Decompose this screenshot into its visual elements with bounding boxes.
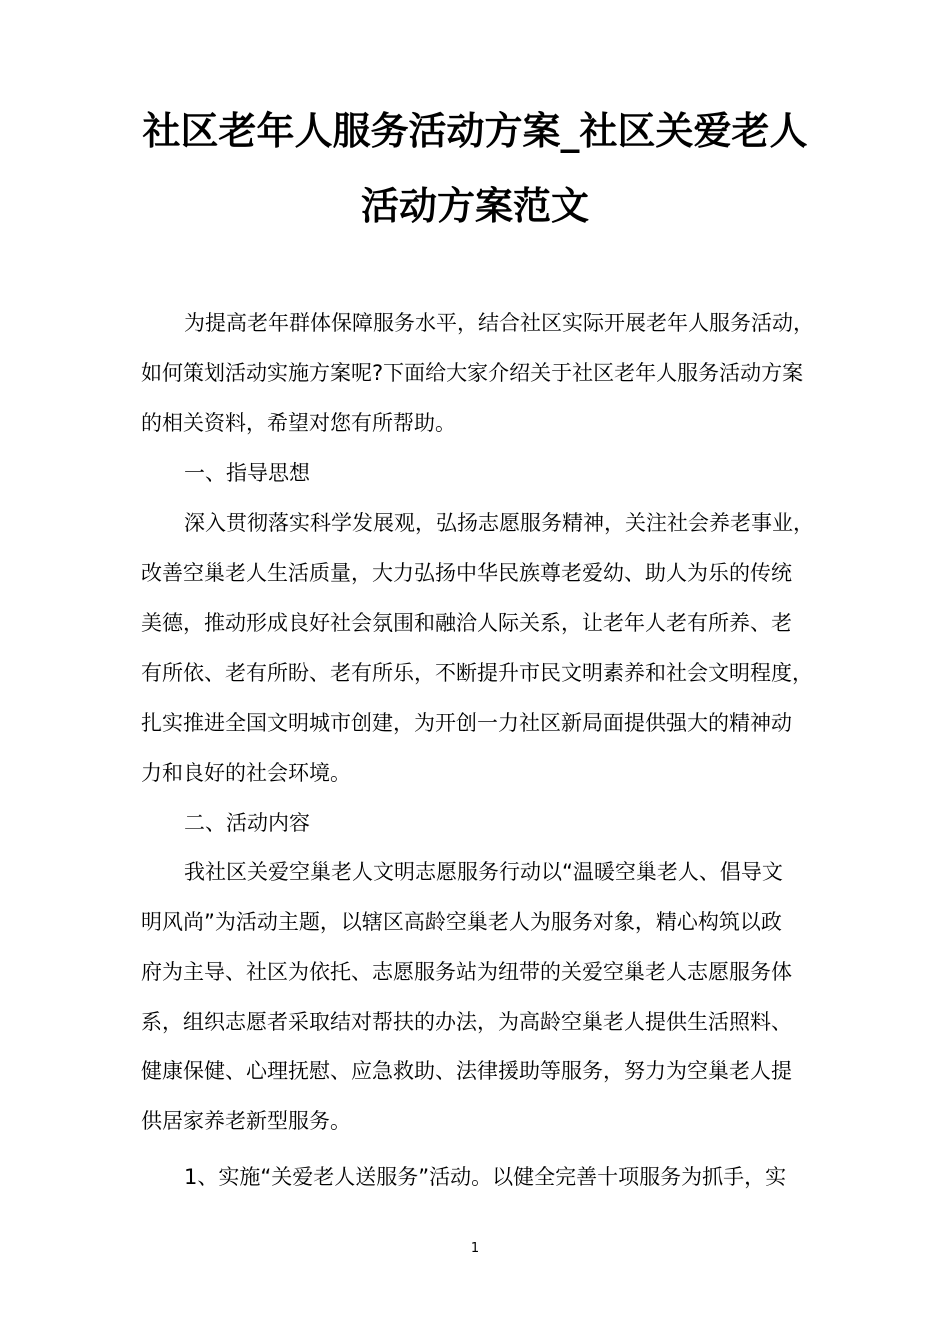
intro-line: 如何策划活动实施方案呢?下面给大家介绍关于社区老年人服务活动方案 bbox=[141, 361, 804, 385]
intro-line: 的相关资料，希望对您有所帮助。 bbox=[141, 411, 456, 435]
section2-line: 我社区关爱空巢老人文明志愿服务行动以“温暖空巢老人、倡导文 bbox=[184, 860, 783, 884]
section2-line: 健康保健、心理抚慰、应急救助、法律援助等服务，努力为空巢老人提 bbox=[141, 1059, 792, 1083]
document-title-line-2: 活动方案范文 bbox=[360, 184, 589, 228]
item1-line: 1、实施“关爱老人送服务”活动。以健全完善十项服务为抓手，实 bbox=[184, 1165, 787, 1189]
section2-line: 府为主导、社区为依托、志愿服务站为纽带的关爱空巢老人志愿服务体 bbox=[141, 960, 792, 984]
section1-line: 有所依、老有所盼、老有所乐，不断提升市民文明素养和社会文明程度， bbox=[141, 661, 813, 685]
section2-line: 明风尚”为活动主题，以辖区高龄空巢老人为服务对象，精心构筑以政 bbox=[141, 910, 782, 934]
section2-line: 供居家养老新型服务。 bbox=[141, 1109, 351, 1133]
document-title-line-1: 社区老年人服务活动方案_社区关爱老人 bbox=[142, 109, 808, 153]
section1-line: 改善空巢老人生活质量，大力弘扬中华民族尊老爱幼、助人为乐的传统 bbox=[141, 561, 792, 585]
section-heading-guiding-thought: 一、指导思想 bbox=[184, 461, 310, 485]
page-number: 1 bbox=[470, 1241, 480, 1256]
section1-line: 美德，推动形成良好社会氛围和融洽人际关系，让老年人老有所养、老 bbox=[141, 611, 792, 635]
section2-line: 系，组织志愿者采取结对帮扶的办法，为高龄空巢老人提供生活照料、 bbox=[141, 1010, 792, 1034]
section1-line: 扎实推进全国文明城市创建，为开创一力社区新局面提供强大的精神动 bbox=[141, 711, 792, 735]
intro-line: 为提高老年群体保障服务水平，结合社区实际开展老年人服务活动， bbox=[184, 311, 814, 335]
section-heading-activity-content: 二、活动内容 bbox=[184, 811, 310, 835]
section1-line: 深入贯彻落实科学发展观，弘扬志愿服务精神，关注社会养老事业， bbox=[184, 511, 814, 535]
section1-line: 力和良好的社会环境。 bbox=[141, 761, 351, 785]
